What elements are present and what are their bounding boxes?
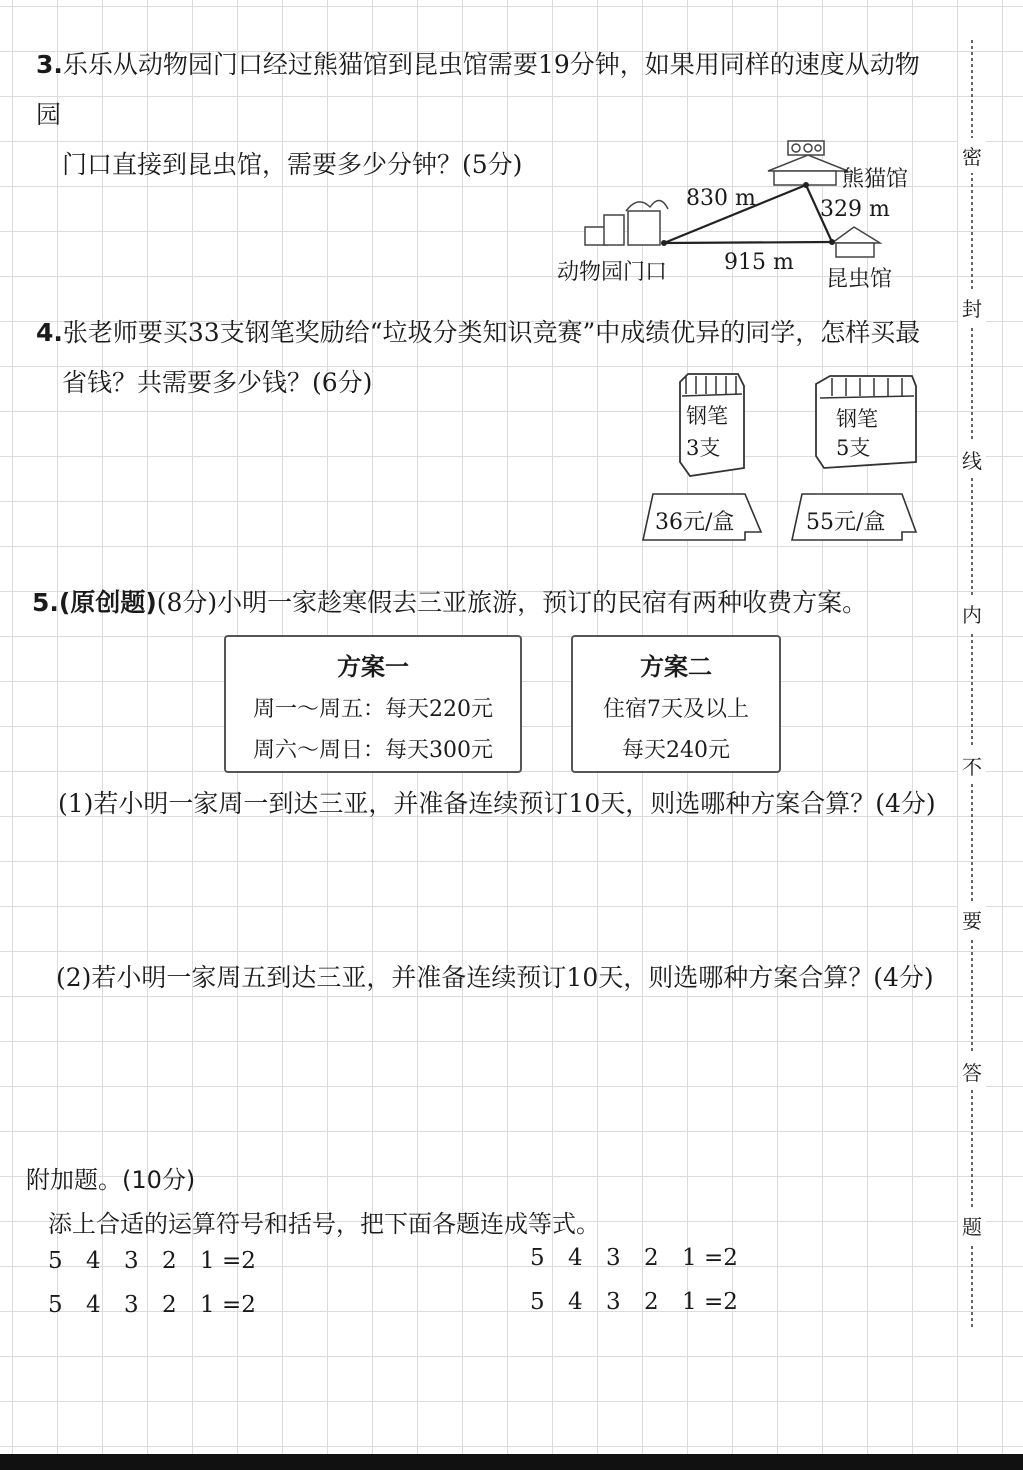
digit: 5 <box>48 1248 63 1274</box>
digit: 4 <box>568 1245 583 1271</box>
equation-row-3 <box>530 1245 738 1271</box>
pen-box-2-count: 5支 <box>836 436 871 460</box>
q3-line2: 门口直接到昆虫馆，需要多少分钟？(5分) <box>62 150 523 179</box>
digit: 2 <box>644 1245 659 1271</box>
price-tag-1: 36元/盒 <box>655 510 735 535</box>
equation-row-2 <box>48 1292 256 1318</box>
margin-char-5: 不 <box>958 748 986 783</box>
margin-dashed-line <box>955 40 989 1340</box>
q4-line2: 省钱？共需要多少钱？(6分) <box>62 368 373 397</box>
digit: 3 <box>606 1245 621 1271</box>
plan-two-line2: 每天240元 <box>622 738 730 763</box>
bonus-instruction: 添上合适的运算符号和括号，把下面各题连成等式。 <box>48 1210 600 1238</box>
gate-point <box>661 240 667 246</box>
digit: 2 <box>644 1289 659 1315</box>
insect-label: 昆虫馆 <box>826 267 893 292</box>
pen-box-2-name: 钢笔 <box>836 407 878 431</box>
bonus-title: 附加题。(10分) <box>26 1166 196 1194</box>
plan-two-box <box>571 635 781 773</box>
digit: 5 <box>48 1292 63 1318</box>
panda-point <box>803 182 809 188</box>
equation-row-1 <box>48 1248 256 1274</box>
digit: 4 <box>568 1289 583 1315</box>
digit: 5 <box>530 1245 545 1271</box>
margin-char-3: 线 <box>958 442 986 477</box>
gate-building-icon <box>585 200 668 245</box>
margin-char-7: 答 <box>958 1054 986 1089</box>
digit: 3 <box>606 1289 621 1315</box>
pen-box-1-name: 钢笔 <box>686 404 728 428</box>
dist-gate-panda-label: 830 m <box>686 186 756 211</box>
margin-char-2: 封 <box>958 290 986 325</box>
digit: 3 <box>124 1248 139 1274</box>
dist-panda-insect-label: 329 m <box>820 197 890 222</box>
insect-house-icon <box>832 227 880 257</box>
digit-result: 1 =2 <box>200 1292 256 1318</box>
pen-box-1-count: 3支 <box>686 436 721 460</box>
margin-char-1: 密 <box>958 138 986 173</box>
q5-stem: (8分)小明一家趁寒假去三亚旅游，预订的民宿有两种收费方案。 <box>156 588 868 617</box>
q5-sub1: (1)若小明一家周一到达三亚，并准备连续预订10天，则选哪种方案合算？(4分) <box>58 789 936 818</box>
margin-char-4: 内 <box>958 596 986 631</box>
plan-two-title: 方案二 <box>640 653 712 681</box>
dist-gate-insect-label: 915 m <box>724 250 794 275</box>
q3-line1: 乐乐从动物园门口经过熊猫馆到昆虫馆需要19分钟，如果用同样的速度从动物园 <box>36 50 920 129</box>
gate-label: 动物园门口 <box>557 260 668 285</box>
panda-label: 熊猫馆 <box>842 167 909 192</box>
bottom-bar <box>0 1454 1023 1470</box>
digit-result: 1 =2 <box>682 1289 738 1315</box>
plan-one-line2: 周六～周日：每天300元 <box>253 738 493 763</box>
digit: 3 <box>124 1292 139 1318</box>
digit-result: 1 =2 <box>682 1245 738 1271</box>
price-tag-2: 55元/盒 <box>806 510 886 535</box>
q4-line1: 张老师要买33支钢笔奖励给“垃圾分类知识竞赛”中成绩优异的同学，怎样买最 <box>62 318 921 347</box>
q5-number: 5. <box>32 588 59 617</box>
digit: 2 <box>162 1248 177 1274</box>
digit: 4 <box>86 1292 101 1318</box>
gate-to-insect-line <box>664 242 832 243</box>
margin-char-8: 题 <box>958 1208 986 1243</box>
q5-tag: (原创题) <box>58 588 157 617</box>
plan-one-title: 方案一 <box>337 653 409 681</box>
q3-number: 3. <box>36 50 63 79</box>
plan-one-box <box>224 635 522 773</box>
panda-house-icon <box>768 141 848 185</box>
digit: 2 <box>162 1292 177 1318</box>
q4-number: 4. <box>36 318 63 347</box>
digit-result: 1 =2 <box>200 1248 256 1274</box>
plan-one-line1: 周一～周五：每天220元 <box>253 697 493 722</box>
margin-char-6: 要 <box>958 902 986 937</box>
q5-sub2: (2)若小明一家周五到达三亚，并准备连续预订10天，则选哪种方案合算？(4分) <box>56 963 934 992</box>
insect-point <box>829 239 835 245</box>
digit: 4 <box>86 1248 101 1274</box>
digit: 5 <box>530 1289 545 1315</box>
question-5 <box>32 578 942 628</box>
plan-two-line1: 住宿7天及以上 <box>603 697 749 722</box>
equation-row-4 <box>530 1289 738 1315</box>
